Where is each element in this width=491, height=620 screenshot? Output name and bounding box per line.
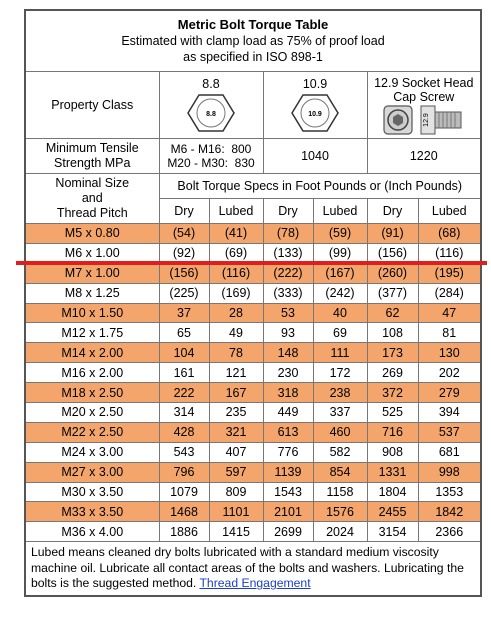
thread-engagement-link[interactable]: Thread Engagement: [199, 576, 311, 591]
torque-value: 65: [159, 323, 209, 343]
table-row: [25, 303, 481, 323]
torque-value: (225): [159, 283, 209, 303]
torque-value: 2366: [418, 522, 481, 542]
torque-value: (116): [418, 243, 481, 263]
table-row: [25, 442, 481, 462]
torque-value: 173: [367, 343, 418, 363]
tensile-10-9: 1040: [263, 139, 367, 174]
class-12-9-label: 12.9 Socket Head Cap Screw: [374, 75, 474, 104]
torque-value: (260): [367, 263, 418, 283]
row-size: M20 x 2.50: [25, 403, 159, 423]
torque-table-panel: [24, 9, 480, 597]
torque-value: 167: [209, 383, 263, 403]
table-subtitle-line1: Estimated with clamp load as 75% of proof load: [121, 34, 385, 48]
torque-value: 78: [209, 343, 263, 363]
class-12-9-cell: [367, 72, 481, 139]
torque-value: (54): [159, 224, 209, 244]
torque-value: 2101: [263, 502, 313, 522]
torque-value: 69: [313, 323, 367, 343]
torque-value: 1415: [209, 522, 263, 542]
torque-value: 809: [209, 482, 263, 502]
tensile-12-9: 1220: [367, 139, 481, 174]
torque-value: 854: [313, 462, 367, 482]
row-size: M7 x 1.00: [25, 263, 159, 283]
row-size: M33 x 3.50: [25, 502, 159, 522]
row-size: M10 x 1.50: [25, 303, 159, 323]
torque-value: 49: [209, 323, 263, 343]
class-12-9-mark: 12.9: [422, 112, 430, 127]
table-row: [25, 422, 481, 442]
col-header: Lubed: [209, 199, 263, 224]
torque-value: 108: [367, 323, 418, 343]
table-row: [25, 502, 481, 522]
table-row: [25, 383, 481, 403]
torque-value: 428: [159, 422, 209, 442]
property-class-label: Property Class: [25, 72, 159, 139]
torque-value: 1886: [159, 522, 209, 542]
torque-value: (78): [263, 224, 313, 244]
torque-value: 130: [418, 343, 481, 363]
torque-value: 202: [418, 363, 481, 383]
torque-value: 279: [418, 383, 481, 403]
torque-value: 2699: [263, 522, 313, 542]
torque-value: (156): [159, 263, 209, 283]
table-subtitle-line2: as specified in ISO 898-1: [183, 50, 323, 64]
torque-value: 1353: [418, 482, 481, 502]
torque-value: 1842: [418, 502, 481, 522]
torque-value: (91): [367, 224, 418, 244]
nominal-size-label: [25, 174, 159, 224]
torque-value: (116): [209, 263, 263, 283]
nominal-size-line1: Nominal Size: [55, 176, 130, 190]
torque-value: 337: [313, 403, 367, 423]
footnote-cell: [25, 542, 481, 596]
row-size: M8 x 1.25: [25, 283, 159, 303]
torque-value: 394: [418, 403, 481, 423]
torque-value: 93: [263, 323, 313, 343]
title-cell: [25, 10, 481, 72]
torque-value: 104: [159, 343, 209, 363]
torque-value: 28: [209, 303, 263, 323]
torque-value: 222: [159, 383, 209, 403]
torque-value: 37: [159, 303, 209, 323]
tensile-8-8-line2: M20 - M30: 830: [167, 156, 255, 170]
torque-value: 230: [263, 363, 313, 383]
torque-value: 1543: [263, 482, 313, 502]
torque-value: 2024: [313, 522, 367, 542]
torque-value: 235: [209, 403, 263, 423]
hex-bolt-10-9-icon: [290, 92, 340, 134]
torque-value: 62: [367, 303, 418, 323]
torque-value: (222): [263, 263, 313, 283]
torque-value: (59): [313, 224, 367, 244]
nominal-size-line3: Thread Pitch: [56, 206, 128, 220]
torque-value: 1079: [159, 482, 209, 502]
torque-value: (156): [367, 243, 418, 263]
torque-value: 908: [367, 442, 418, 462]
class-8-8-label: 8.8: [202, 76, 220, 91]
torque-value: (41): [209, 224, 263, 244]
torque-value: (169): [209, 283, 263, 303]
torque-value: 613: [263, 422, 313, 442]
class-10-9-cell: [263, 72, 367, 139]
torque-value: 40: [313, 303, 367, 323]
torque-value: 776: [263, 442, 313, 462]
torque-value: 525: [367, 403, 418, 423]
torque-value: 460: [313, 422, 367, 442]
table-row: [25, 283, 481, 303]
torque-value: 269: [367, 363, 418, 383]
hex-bolt-8-8-icon: [186, 92, 236, 134]
torque-value: 372: [367, 383, 418, 403]
row-size: M36 x 4.00: [25, 522, 159, 542]
torque-value: 148: [263, 343, 313, 363]
torque-value: (377): [367, 283, 418, 303]
tensile-8-8: [159, 139, 263, 174]
class-10-9-label: 10.9: [302, 76, 328, 91]
nominal-size-line2: and: [81, 191, 103, 205]
row-size: M14 x 2.00: [25, 343, 159, 363]
class-10-9-mark: 10.9: [308, 110, 322, 118]
torque-value: 582: [313, 442, 367, 462]
row-size: M16 x 2.00: [25, 363, 159, 383]
torque-value: 597: [209, 462, 263, 482]
torque-value: 3154: [367, 522, 418, 542]
torque-value: 314: [159, 403, 209, 423]
torque-value: (92): [159, 243, 209, 263]
torque-value: 1804: [367, 482, 418, 502]
torque-value: 53: [263, 303, 313, 323]
table-row: [25, 323, 481, 343]
torque-value: 238: [313, 383, 367, 403]
torque-value: (333): [263, 283, 313, 303]
col-header: Dry: [263, 199, 313, 224]
torque-value: 161: [159, 363, 209, 383]
torque-value: 1468: [159, 502, 209, 522]
torque-table: [24, 9, 482, 597]
torque-data-body: [25, 224, 481, 542]
tensile-8-8-line1: M6 - M16: 800: [170, 142, 252, 156]
col-header: Lubed: [418, 199, 481, 224]
table-row: [25, 482, 481, 502]
row-size: M30 x 3.50: [25, 482, 159, 502]
torque-value: 111: [313, 343, 367, 363]
torque-value: (167): [313, 263, 367, 283]
col-header: Dry: [159, 199, 209, 224]
table-row: [25, 224, 481, 244]
torque-value: 1576: [313, 502, 367, 522]
torque-value: 321: [209, 422, 263, 442]
table-row: [25, 403, 481, 423]
row-size: M22 x 2.50: [25, 422, 159, 442]
torque-value: 318: [263, 383, 313, 403]
col-header: Lubed: [313, 199, 367, 224]
torque-value: 121: [209, 363, 263, 383]
socket-head-cap-screw-icon: [379, 105, 469, 135]
torque-value: (284): [418, 283, 481, 303]
row-size: M18 x 2.50: [25, 383, 159, 403]
torque-value: 1158: [313, 482, 367, 502]
row-size: M27 x 3.00: [25, 462, 159, 482]
torque-value: (69): [209, 243, 263, 263]
table-row: [25, 363, 481, 383]
torque-value: 449: [263, 403, 313, 423]
row-size: M12 x 1.75: [25, 323, 159, 343]
table-row: [25, 343, 481, 363]
footnote-text: Lubed means cleaned dry bolts lubricated with a standard medium viscosity machine oil. Lubricate all contact areas of the bolts and washers. Lubricating the bolts is the suggested method.: [31, 545, 464, 591]
row-size: M5 x 0.80: [25, 224, 159, 244]
torque-value: 681: [418, 442, 481, 462]
torque-value: 2455: [367, 502, 418, 522]
table-row: [25, 522, 481, 542]
torque-specs-header: Bolt Torque Specs in Foot Pounds or (Inch Pounds): [159, 174, 481, 199]
torque-value: (99): [313, 243, 367, 263]
torque-value: (195): [418, 263, 481, 283]
torque-value: 407: [209, 442, 263, 462]
torque-value: (133): [263, 243, 313, 263]
table-title: Metric Bolt Torque Table: [177, 17, 329, 32]
row-size: M6 x 1.00: [25, 243, 159, 263]
row-size: M24 x 3.00: [25, 442, 159, 462]
torque-value: 537: [418, 422, 481, 442]
tensile-label: Minimum Tensile Strength MPa: [25, 139, 159, 174]
torque-value: 1331: [367, 462, 418, 482]
class-8-8-mark: 8.8: [206, 110, 216, 118]
torque-value: 172: [313, 363, 367, 383]
class-8-8-cell: [159, 72, 263, 139]
table-row: [25, 462, 481, 482]
torque-value: 81: [418, 323, 481, 343]
torque-value: 796: [159, 462, 209, 482]
torque-value: 716: [367, 422, 418, 442]
torque-value: (68): [418, 224, 481, 244]
torque-value: 543: [159, 442, 209, 462]
torque-value: (242): [313, 283, 367, 303]
torque-value: 998: [418, 462, 481, 482]
col-header: Dry: [367, 199, 418, 224]
torque-value: 1101: [209, 502, 263, 522]
torque-value: 47: [418, 303, 481, 323]
torque-value: 1139: [263, 462, 313, 482]
red-annotation-line: [16, 261, 487, 265]
table-row: [25, 263, 481, 283]
